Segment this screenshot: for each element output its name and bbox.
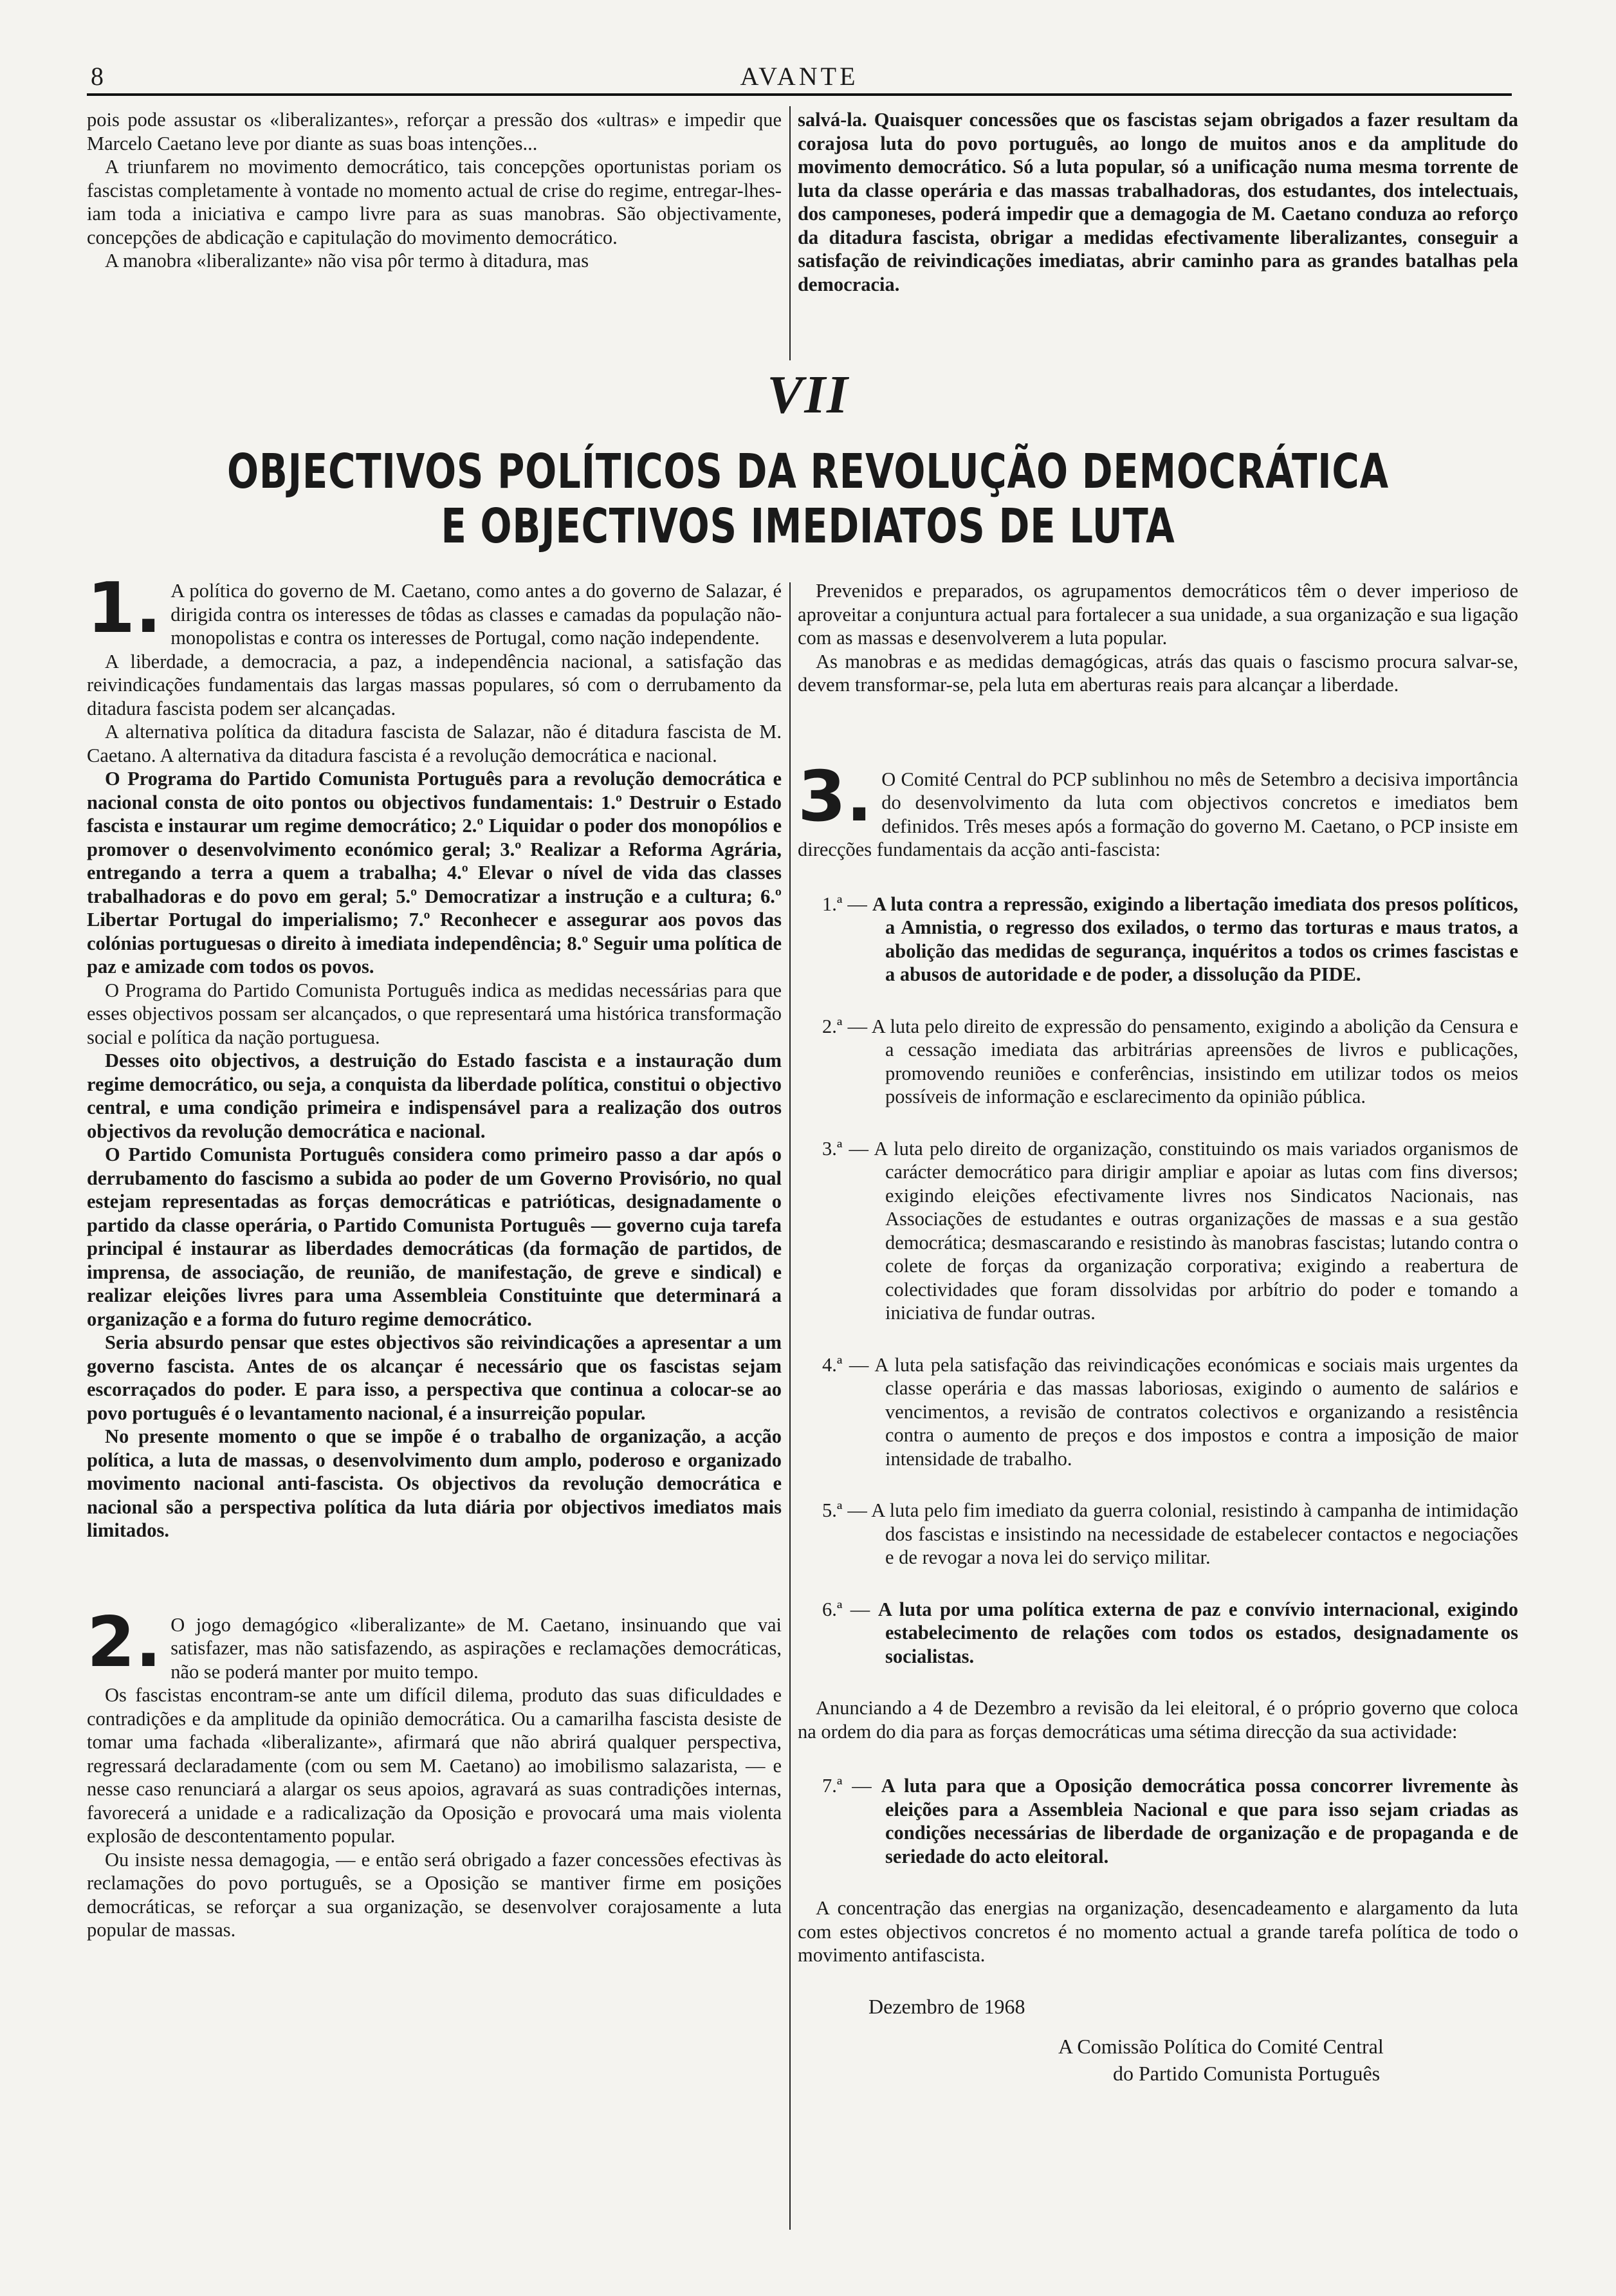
section-paragraph: A alternativa política da ditadura fascista de Salazar, não é ditadura fascista de M. Caetano. A alternativa da ditadura fascista é a revolução democrática e nacional. — [87, 721, 782, 766]
intro-paragraph: A triunfarem no movimento democrático, tais concepções oportunistas poriam os fascistas completamente à vontade no momento actual de crise do regime, entregar-lhes-iam toda a iniciativa e campo livre para as suas manobras. São objectivamente, concepções de abdicação e capitulação do movimento democrático. — [87, 156, 782, 248]
chapter-title: OBJECTIVOS POLÍTICOS DA REVOLUÇÃO DEMOCRÁTICA — [226, 444, 1390, 499]
objective-item — [822, 1499, 1518, 1569]
objectives-list — [822, 893, 1518, 1669]
intro-paragraph: pois pode assustar os «liberalizantes», reforçar a pressão dos «ultras» e impedir que Marcelo Caetano leve por diante as suas boas intenções... — [87, 109, 782, 154]
column-divider — [789, 106, 791, 360]
objective-text: A luta contra a repressão, exigindo a libertação imediata dos presos políticos, a Amnistia, o regresso dos exilados, o termo das torturas e maus tratos, a abolição das medidas de segurança, inquéritos a todos os crimes fascistas e a abusos de autoridade e de poder, a dissolução da PIDE. — [872, 893, 1518, 985]
section-3 — [798, 756, 1518, 862]
page-header — [87, 61, 1512, 96]
section-number: 1. — [87, 579, 162, 649]
objective-text: A luta pelo fim imediato da guerra colonial, resistindo à campanha de intimidação dos fascistas e insistindo na necessidade de estabelecer contactos e negociações e de revogar a nova lei do serviço militar. — [871, 1499, 1518, 1568]
intro-right-column — [798, 108, 1518, 362]
objective-text: A luta pelo direito de expressão do pensamento, exigindo a abolição da Censura e a cessação imediata das arbitrárias apreensões de livros e publicações, promovendo reuniões e conferências, insistindo em utilizar todos os meios possíveis de informação e esclarecimento da opinião pública. — [871, 1015, 1518, 1107]
signature-line: A Comissão Política do Comité Central — [1058, 2034, 1384, 2058]
section-paragraph: Os fascistas encontram-se ante um difícil dilema, produto das suas dificuldades e contradições e da amplitude da opinião democrática. Ou a camarilha fascista desiste de tomar uma fachada «liberalizante», afirmará que não abrirá qualquer perspectiva, regressará declaradamente (com ou sem M. Caetano) ao imobilismo salazarista, — e nesse caso renunciará a alargar os seus apoios, agravará as suas contradições internas, favorecerá a unidade e a radicalização da Oposição e provocará uma mais violenta explosão de descontentamento popular. — [87, 1684, 782, 1847]
chapter-subtitle: E OBJECTIVOS IMEDIATOS DE LUTA — [441, 499, 1175, 554]
section-paragraph: No presente momento o que se impõe é o trabalho de organização, a acção política, a luta de massas, o desenvolvimento dum amplo, poderoso e organizado movimento nacional anti-fascista. Os objectivos da revolução democrática e nacional são a perspectiva política da luta diária por objectivos imediatos mais limitados. — [87, 1425, 782, 1541]
section-paragraph: A liberdade, a democracia, a paz, a independência nacional, a satisfação das reivindicações fundamentais das largas massas populares, só com o derrubamento da ditadura fascista podem ser alcançadas. — [87, 650, 782, 719]
section-2 — [87, 1602, 782, 1942]
intro-left-column — [87, 108, 782, 362]
section-paragraph: O Comité Central do PCP sublinhou no mês de Setembro a decisiva importância do desenvolvimento da luta com objectivos concretos e imediatos bem definidos. Três meses após a formação do governo M. Caetano, o PCP insiste em direcções fundamentais da acção anti-fascista: — [798, 768, 1518, 860]
section-paragraph: A política do governo de M. Caetano, como antes a do governo de Salazar, é dirigida contra os interesses de tôdas as classes e camadas da população não-monopolistas e contra os interesses de Portugal, como nação independente. — [170, 580, 782, 649]
section-paragraph: O Programa do Partido Comunista Português indica as medidas necessárias para que esses objectivos possam ser alcançados, o que representará uma histórica transformação social e política da nação portuguesa. — [87, 979, 782, 1048]
objective-number: 1.ª — — [822, 893, 867, 915]
objective-text: A luta pela satisfação das reivindicações económicas e sociais mais urgentes da classe operária e das massas laboriosas, exigindo o aumento de salários e vencimentos, a revisão de contratos colectivos e organizando a resistência contra o aumento de preços e dos impostos e contra a imposição de maior intensidade de trabalho. — [874, 1353, 1518, 1470]
section-number: 2. — [87, 1602, 162, 1683]
objective-number: 7.ª — — [822, 1775, 872, 1797]
section-paragraph: Seria absurdo pensar que estes objectivos são reivindicações a apresentar a um governo fascista. Antes de os alcançar é necessário que os fascistas sejam escorraçados do poder. E para isso, a perspectiva que continua a colocar-se ao povo português é o levantamento nacional, é a insurreição popular. — [87, 1331, 782, 1424]
intro-paragraph: salvá-la. Quaisquer concessões que os fascistas sejam obrigados a fazer resultam da corajosa luta do povo português, ao longo de muitos anos e da amplitude do movimento democrático. Só a luta popular, só a unificação numa mesma torrente de luta da classe operária e das massas trabalhadoras, dos estudantes, dos intelectuais, dos camponeses, poderá impedir que a demagogia de M. Caetano conduza ao reforço da ditadura fascista, obrigar a medidas efectivamente liberalizantes, conseguir a satisfação de reivindicações imediatas, abrir caminho para as grandes batalhas pela democracia. — [798, 109, 1518, 295]
section-paragraph: O jogo demagógico «liberalizante» de M. Caetano, insinuando que vai satisfazer, mas não satisfazendo, as aspirações e reclamações democráticas, não se poderá manter por muito tempo. — [170, 1613, 782, 1683]
continuation-paragraph: Prevenidos e preparados, os agrupamentos democráticos têm o dever imperioso de aproveitar a conjuntura actual para fortalecer a sua unidade, a sua organização e sua ligação com as massas e desenvolverem a luta popular. — [798, 580, 1518, 649]
objective-number: 2.ª — — [822, 1015, 868, 1037]
chapter-number: VII — [767, 365, 849, 425]
column-divider — [789, 582, 791, 2230]
objective-number: 6.ª — — [822, 1598, 870, 1620]
signature-date: Dezembro de 1968 — [868, 1994, 1025, 2018]
section-paragraph: Desses oito objectivos, a destruição do Estado fascista e a instauração dum regime democrático, ou seja, a conquista da liberdade política, constitui o objectivo central, e uma condição primeira e indispensável para a realização dos outros objectivos da revolução democrática e nacional. — [87, 1050, 782, 1142]
objective-item — [822, 893, 1518, 986]
intro-paragraph: A manobra «liberalizante» não visa pôr termo à ditadura, mas — [105, 250, 589, 272]
announcement-paragraph: Anunciando a 4 de Dezembro a revisão da lei eleitoral, é o próprio governo que coloca na ordem do dia para as forças democráticas uma sétima direcção da sua actividade: — [798, 1697, 1518, 1743]
objectives-list-7 — [822, 1774, 1518, 1868]
continuation-paragraph: As manobras e as medidas demagógicas, atrás das quais o fascismo procura salvar-se, devem transformar-se, pela luta em aberturas reais para alcançar a liberdade. — [798, 650, 1518, 696]
objective-text: A luta para que a Oposição democrática possa concorrer livremente às eleições para a Assembleia Nacional e que para isso sejam criadas as condições necessárias de liberdade de organização e de propaganda e de seriedade do acto eleitoral. — [881, 1775, 1518, 1867]
conclusion-paragraph: A concentração das energias na organização, desencadeamento e alargamento da luta com estes objectivos concretos é no momento actual a grande tarefa política de todo o movimento antifascista. — [798, 1897, 1518, 1966]
section-number: 3. — [798, 756, 873, 837]
page-number: 8 — [91, 62, 104, 91]
section-paragraph: Ou insiste nessa demagogia, — e então será obrigado a fazer concessões efectivas às reclamações do povo português, se a Oposição se mantiver firme em posições democráticas, se reforçar a sua organização, se desenvolver corajosamente a luta popular de massas. — [87, 1848, 782, 1941]
objective-text: A luta pelo direito de organização, constituindo os mais variados organismos de carácter democrático para dirigir ampliar e apoiar as lutas com fins diversos; exigindo eleições efectivamente livres nos Sindicatos Nacionais, nas Associações de estudantes e outras organizações de massas e a sua gestão democrática; desmascarando e resistindo às manobras fascistas; lutando contra o colete de forças da organização corporativa; exigindo a reabertura de colectividades que foram dissolvidas por arbítrio do poder e tomando a iniciativa de fundar outras. — [874, 1137, 1518, 1324]
right-body-column — [798, 579, 1518, 2278]
objective-number: 3.ª — — [822, 1137, 869, 1160]
section-paragraph: O Programa do Partido Comunista Português para a revolução democrática e nacional consta de oito pontos ou objectivos fundamentais: 1.º Destruir o Estado fascista e instaurar um regime democrático; 2.º Liquidar o poder dos monopólios e promover o desenvolvimento económico geral; 3.º Realizar a Reforma Agrária, entregando a terra a quem a trabalha; 4.º Elevar o nível de vida das classes trabalhadoras e do povo em geral; 5.º Democratizar a instrução e a cultura; 6.º Libertar Portugal do imperialismo; 7.º Reconhecer e assegurar aos povos das colónias portuguesas o direito à imediata independência; 8.º Seguir uma política de paz e amizade com todos os povos. — [87, 768, 782, 977]
objective-number: 5.ª — — [822, 1499, 867, 1521]
objective-text: A luta por uma política externa de paz e convívio internacional, exigindo estabelecimento de relações com todos os estados, designadamente os socialistas. — [877, 1598, 1518, 1667]
section-paragraph: O Partido Comunista Português considera como primeiro passo a dar após o derrubamento do fascismo a subida ao poder de um Governo Provisório, no qual estejam representadas as forças democráticas e patrióticas, designadamente o partido da classe operária, o Partido Comunista Português — governo cuja tarefa principal é instaurar as liberdades democráticas (da formação de partidos, de imprensa, de associação, de reunião, de manifestação, de greve e sindical) e realizar eleições livres para uma Assembleia Constituinte que determinará a organização e a forma do futuro regime democrático. — [87, 1143, 782, 1330]
objective-item — [822, 1598, 1518, 1669]
objective-item — [822, 1137, 1518, 1325]
masthead: AVANTE — [740, 62, 859, 91]
left-body-column — [87, 579, 782, 2278]
signature-line: do Partido Comunista Português — [1113, 2061, 1381, 2085]
objective-item — [822, 1353, 1518, 1471]
objective-number: 4.ª — — [822, 1353, 869, 1376]
section-1 — [87, 579, 782, 1542]
objective-item — [822, 1774, 1518, 1868]
objective-item — [822, 1015, 1518, 1109]
